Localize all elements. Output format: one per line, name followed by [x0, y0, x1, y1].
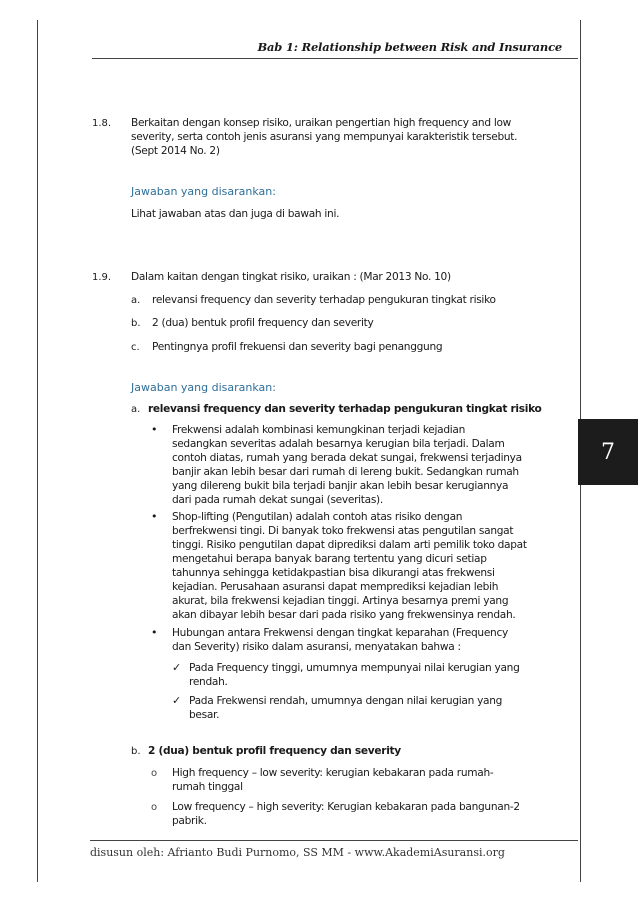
question-1-8-line-1: Berkaitan dengan konsep risiko, uraikan pengertian high frequency and low: [131, 117, 512, 129]
header-rule: [92, 58, 578, 59]
circle-bullet-icon: o: [151, 802, 158, 813]
circle-bullet-icon: o: [151, 768, 158, 779]
bullet-1-line-5: yang dilereng bukit bila terjadi banjir akan lebih besar kerugiannya: [172, 480, 509, 492]
bullet-1-line-6: dari pada rumah dekat sungai (severitas).: [172, 494, 383, 506]
bullet-2-line-1: Shop-lifting (Pengutilan) adalah contoh atas risiko dengan: [172, 511, 463, 523]
question-number-1-8: 1.8.: [92, 118, 112, 129]
o-1-line-1: High frequency – low severity: kerugian kebakaran pada rumah-: [172, 767, 494, 779]
bullet-1-line-2: sedangkan severitas adalah besarnya kerugian bila terjadi. Dalam: [172, 438, 505, 450]
item-text-a: relevansi frequency dan severity terhadap pengukuran tingkat risiko: [152, 294, 496, 306]
item-text-c: Pentingnya profil frekuensi dan severity bagi penanggung: [152, 341, 443, 353]
question-1-9-text: Dalam kaitan dengan tingkat risiko, uraikan : (Mar 2013 No. 10): [131, 271, 451, 283]
bullet-2-line-6: kejadian. Perusahaan asuransi dapat memprediksi kejadian lebih: [172, 581, 499, 593]
answer-label-1-9: Jawaban yang disarankan:: [131, 381, 276, 394]
bullet-3-line-2: dan Severity) risiko dalam asuransi, menyatakan bahwa :: [172, 641, 461, 653]
bullet-2-line-7: akurat, bila frekwensi kejadian tinggi. Artinya besarnya premi yang: [172, 595, 509, 607]
item-letter-a: a.: [131, 295, 141, 306]
question-1-8-line-3: (Sept 2014 No. 2): [131, 145, 220, 157]
bullet-icon: •: [151, 626, 158, 639]
answer-heading-b: 2 (dua) bentuk profil frequency dan severity: [148, 745, 401, 757]
footer-rule: [90, 840, 578, 841]
bullet-2-line-8: akan dibayar lebih besar dari pada risiko yang frekwensinya rendah.: [172, 609, 516, 621]
check-1-line-2: rendah.: [189, 676, 228, 688]
bullet-3-line-1: Hubungan antara Frekwensi dengan tingkat keparahan (Frequency: [172, 627, 508, 639]
question-number-1-9: 1.9.: [92, 272, 112, 283]
running-header: Bab 1: Relationship between Risk and Insurance: [257, 40, 562, 54]
answer-heading-a: relevansi frequency dan severity terhadap pengukuran tingkat risiko: [148, 403, 542, 415]
check-2-line-1: Pada Frekwensi rendah, umumnya dengan nilai kerugian yang: [189, 695, 503, 707]
question-1-8-line-2: severity, serta contoh jenis asuransi yang mempunyai karakteristik tersebut.: [131, 131, 518, 143]
bullet-2-line-5: tahunnya sehingga ketidakpastian bisa dikurangi atas frekwensi: [172, 567, 495, 579]
bullet-2-line-2: berfrekwensi tingi. Di banyak toko frekwensi atas pengutilan sangat: [172, 525, 514, 537]
answer-label-1-8: Jawaban yang disarankan:: [131, 185, 276, 198]
running-footer: disusun oleh: Afrianto Budi Purnomo, SS MM - www.AkademiAsuransi.org: [90, 846, 505, 859]
answer-letter-b: b.: [131, 746, 141, 757]
bullet-1-line-4: banjir akan lebih besar dari rumah di lereng bukit. Sedangkan rumah: [172, 466, 519, 478]
bullet-2-line-3: tinggi. Risiko pengutilan dapat diprediksi dalam arti pemilik toko dapat: [172, 539, 527, 551]
o-1-line-2: rumah tinggal: [172, 781, 243, 793]
bullet-icon: •: [151, 510, 158, 523]
checkmark-icon: ✓: [172, 694, 182, 707]
answer-text-1-8: Lihat jawaban atas dan juga di bawah ini.: [131, 208, 340, 220]
item-letter-b: b.: [131, 318, 141, 329]
chapter-tab: 7: [578, 419, 638, 485]
item-text-b: 2 (dua) bentuk profil frequency dan severity: [152, 317, 374, 329]
o-2-line-1: Low frequency – high severity: Kerugian kebakaran pada bangunan-2: [172, 801, 520, 813]
bullet-icon: •: [151, 423, 158, 436]
o-2-line-2: pabrik.: [172, 815, 207, 827]
bullet-1-line-1: Frekwensi adalah kombinasi kemungkinan terjadi kejadian: [172, 424, 466, 436]
check-2-line-2: besar.: [189, 709, 220, 721]
check-1-line-1: Pada Frequency tinggi, umumnya mempunyai nilai kerugian yang: [189, 662, 520, 674]
bullet-1-line-3: contoh diatas, rumah yang berada dekat sungai, frekwensi terjadinya: [172, 452, 522, 464]
answer-letter-a: a.: [131, 404, 141, 415]
checkmark-icon: ✓: [172, 661, 182, 674]
bullet-2-line-4: mengetahui berapa banyak barang tertentu yang dicuri setiap: [172, 553, 487, 565]
item-letter-c: c.: [131, 342, 140, 353]
